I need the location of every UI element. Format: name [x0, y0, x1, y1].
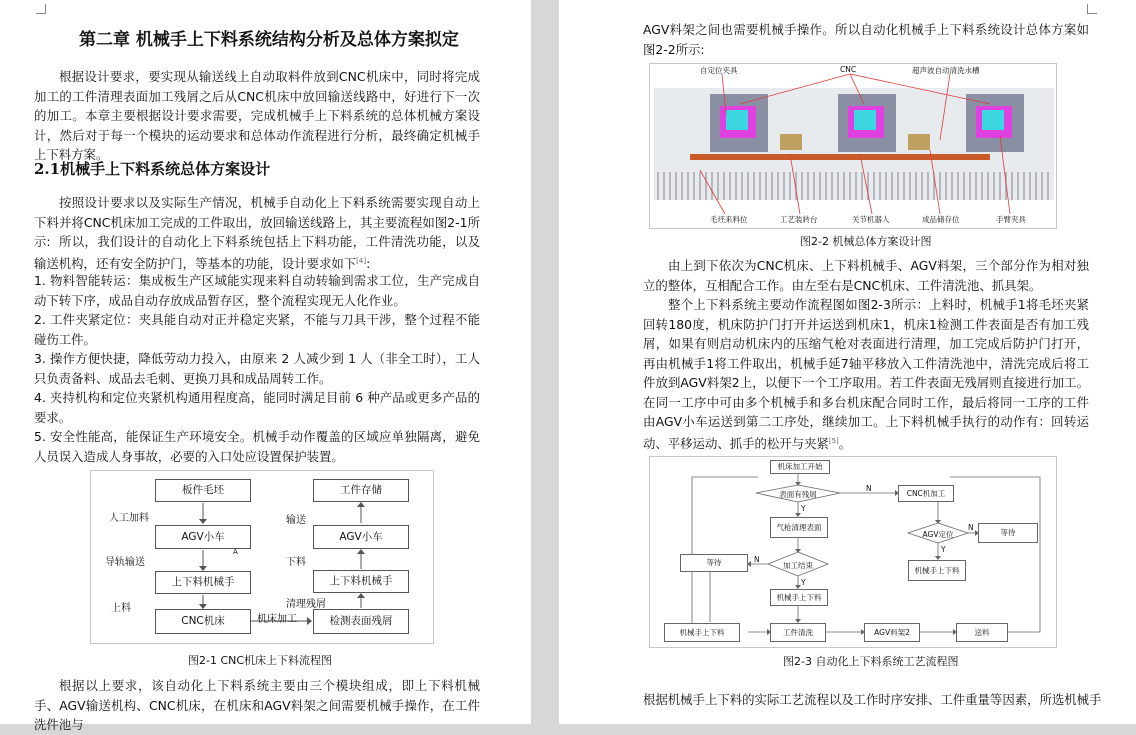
- label-arm-gripper: 手臂夹具: [996, 215, 1026, 224]
- figure-2-1-flowchart: [90, 470, 434, 644]
- chapter-title: 第二章 机械手上下料系统结构分析及总体方案拟定: [79, 30, 459, 50]
- flow-wash: 工件清洗: [770, 623, 826, 642]
- flow-no-2: N: [754, 555, 760, 564]
- label-turntable: 工艺装转台: [780, 215, 818, 224]
- flow-label-convey: 输送: [286, 515, 306, 526]
- flow-label-manual: 人工加料: [109, 513, 149, 524]
- flow-wait-left: 等待: [680, 554, 748, 572]
- flow-no-3: N: [968, 523, 974, 532]
- flow-marker: A: [233, 548, 238, 556]
- paragraph-action-flow: [643, 295, 1089, 453]
- flow-air-gun: 气枪清理表面: [770, 517, 828, 538]
- section-title: 2.1机械手上下料系统总体方案设计: [34, 160, 271, 178]
- paragraph-top: AGV料架之间也需要机械手操作。所以自动化机械手上下料系统设计总体方案如图2-2所示:: [643, 22, 1089, 57]
- flow-decision-done: 加工结束: [783, 561, 813, 570]
- paragraph-structure: 由上到下依次为CNC机床、上下料机械手、AGV料架，三个部分作为相对独立的整体，互相配合工作。由左至右是CNC机床、工件清洗池、抓具架。: [643, 258, 1089, 293]
- document-page-right: [559, 0, 1136, 724]
- flow-box-storage: 工件存储: [313, 479, 409, 502]
- figure-2-2-layout: [649, 63, 1057, 229]
- flow-box-agv-left: AGV小车: [155, 525, 251, 549]
- label-joint-robot: 关节机器人: [852, 215, 890, 224]
- document-page-left: [0, 0, 531, 732]
- flow-box-robot-right: 上下料机械手: [313, 570, 409, 593]
- figure-2-3-flowchart: [649, 456, 1057, 648]
- flow-box-cnc: CNC机床: [155, 609, 251, 634]
- paragraph-requirements-intro: [34, 232, 480, 273]
- figure-2-2-caption: 图2-2 机械总体方案设计图: [800, 235, 932, 248]
- label-fixture: 自定位夹具: [700, 66, 738, 75]
- paragraph-text: 整个上下料系统主要动作流程图如图2-3所示：上料时，机械手1将毛坯夹紧回转180度，机床防护门打开并运送到机床1，机床1检测工件表面是否有加工残屑，如果有则启动机床内的压缩气枪对表面进行清理，加工完成后防护门打开，再由机械手1将工件取出，机械手延7轴平移放入工件清洗池中，清洗完成后将工件放到AGV料架2上，以便下一个工序取用。若工件表面无残屑则直接进行加工。在同一工序中可由多个机械手和多台机床配合同时工作，最后将同一工序的工件由AGV小车运送到第二工序处，继续加工。上下料机械手执行的动作有：回转运动、平移运动、抓手的松开与夹紧: [643, 297, 1089, 451]
- requirement-2: 2. 工件夹紧定位：夹具能自动对正并稳定夹紧，不能与刀具干涉，整个过程不能碰伤工件。: [34, 312, 480, 347]
- citation-ref: [4]: [356, 256, 367, 265]
- flow-robot-mid: 机械手上下料: [770, 589, 828, 606]
- citation-ref: [5]: [828, 436, 839, 445]
- paragraph-text: 所以，我们设计的自动化上下料系统包括上下料功能，工件清洗功能，以及输送机构，还有安全防护门，等基本的功能，设计要求如下: [34, 234, 480, 271]
- flow-box-inspect: 检测表面残屑: [313, 609, 409, 634]
- requirement-1: 1. 物料智能转运：集成板生产区域能实现来料自动转输到需求工位，生产完成自动下转下序，成品自动存放成品暂存区，整个流程实现无人化作业。: [34, 273, 480, 308]
- flow-label-process: 机床加工: [257, 614, 297, 625]
- paragraph-end: 。: [838, 435, 852, 451]
- flow-robot-right: 机械手上下料: [908, 560, 966, 581]
- label-ultrasonic-tank: 超声波自动清洗水槽: [912, 66, 980, 75]
- intro-paragraph: 根据设计要求，要实现从输送线上自动取料件放到CNC机床中，同时将完成加工的工件清理表面加工残屑之后从CNC机床中放回输送线路中，好进行下一次的加工。本章主要根据设计要求需要，完成机械手上下料系统的总体机械方案设计，然后对于每一个模块的运动要求和总体动作流程进行分析，最终确定机械手上下料方案。: [34, 69, 480, 162]
- flow-no-1: N: [866, 484, 872, 493]
- paragraph-process: 按照设计要求以及实际生产情况，机械手自动化上下料系统需要实现自动上下料并将CNC机床加工完成的工件取出，放回输送线路上，其主要流程如图2-1所示:: [34, 195, 480, 249]
- flow-label-unload: 下料: [286, 557, 306, 568]
- page-corner-mark: [36, 4, 46, 14]
- figure-2-1-caption: 图2-1 CNC机床上下料流程图: [188, 654, 333, 667]
- flow-label-load: 上料: [111, 603, 131, 614]
- flow-start: 机床加工开始: [770, 460, 830, 474]
- flow-label-clean: 清理残屑: [286, 599, 326, 610]
- label-cnc: CNC: [840, 65, 857, 74]
- figure-2-3-caption: 图2-3 自动化上下料系统工艺流程图: [783, 655, 959, 668]
- requirement-4: 4. 夹持机构和定位夹紧机构通用程度高，能同时满足目前 6 种产品或更多产品的要求。: [34, 390, 480, 425]
- flow-wait-right: 等待: [978, 523, 1038, 543]
- flow-decision-agv: AGV定位: [922, 530, 954, 539]
- flow-box-robot-left: 上下料机械手: [155, 571, 251, 594]
- flow-yes-1: Y: [801, 504, 806, 513]
- flow-yes-2: Y: [801, 578, 806, 587]
- label-blank-station: 毛坯来料位: [710, 215, 748, 224]
- layout-illustration: [650, 64, 1058, 230]
- flow-box-blank: 板件毛坯: [155, 479, 251, 502]
- requirement-5: 5. 安全性能高，能保证生产环境安全。机械手动作覆盖的区域应单独隔离，避免人员误入造成人身事故，必要的入口处应设置保护装置。: [34, 429, 480, 464]
- flow-ship: 送料: [956, 623, 1008, 642]
- flow-box-agv-right: AGV小车: [313, 525, 409, 549]
- requirement-3: 3. 操作方便快捷，降低劳动力投入，由原来 2 人减少到 1 人（非全工时），工人只负责备料、成品去毛刺、更换刀具和成品周转工作。: [34, 351, 480, 386]
- flow-robot-left: 机械手上下料: [664, 623, 740, 642]
- page-corner-mark: [1087, 4, 1097, 14]
- flow-yes-3: Y: [941, 545, 946, 554]
- flow-decision-residue: 表面有残屑: [779, 490, 817, 499]
- process-flow-arrows: [650, 457, 1058, 649]
- paragraph-modules: 根据以上要求，该自动化上下料系统主要由三个模块组成，即上下料机械手、AGV输送机构、CNC机床，在机床和AGV料架之间需要机械手操作，在工件洗件池与: [34, 678, 480, 732]
- paragraph-end: :: [366, 255, 371, 271]
- flow-cnc-process: CNC机加工: [898, 485, 954, 502]
- flow-agv-rack: AGV料架2: [864, 623, 920, 642]
- label-finished-storage: 成品储存位: [922, 215, 960, 224]
- flow-label-rail: 导轨输送: [105, 557, 145, 568]
- paragraph-bottom: 根据机械手上下料的实际工艺流程以及工作时序安排、工件重量等因素，所选机械手: [643, 692, 1102, 707]
